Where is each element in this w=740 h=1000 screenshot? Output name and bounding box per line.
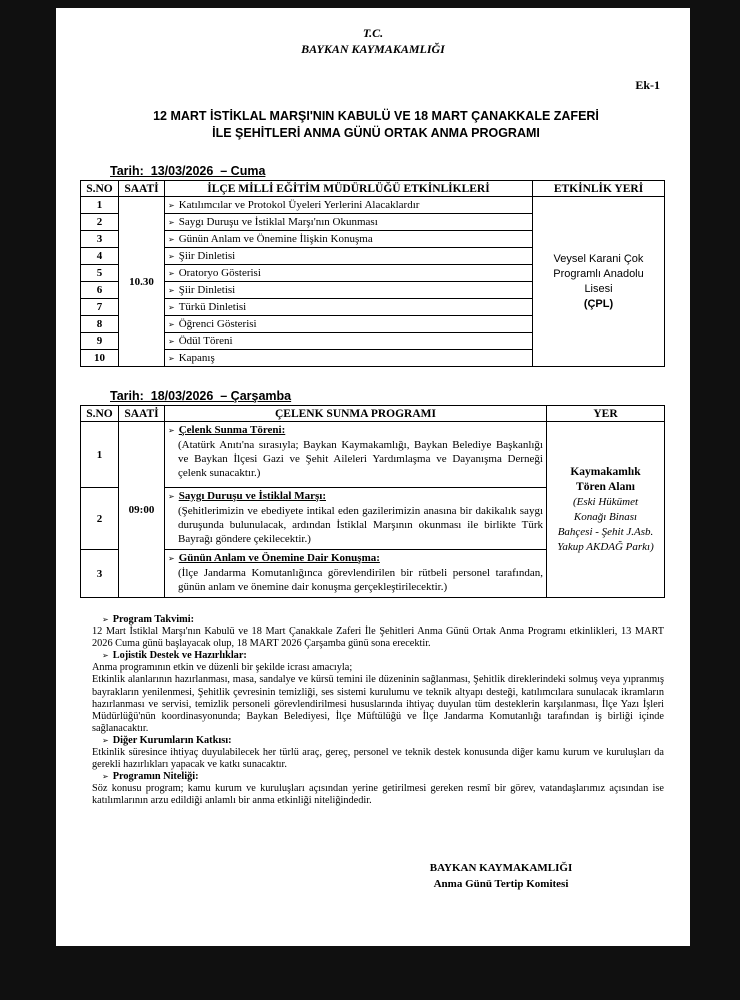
- signature-committee: Anma Günü Tertip Komitesi: [433, 878, 569, 890]
- section-heading: [92, 650, 664, 662]
- section-paragraph: Etkinlik alanlarının hazırlanması, masa, sandalye ve kürsü temini ile düzeninin sağlanması, Şehitlik direklerindeki solmuş veya yıpranmış bayrakların yenilenmesi, Şehitlik çevresinin temizliği, ses sistemi kurulumu ve teknik altyapı desteği, katılımcılara sunulacak ikramların hazırlanması ve servisi, temizlik personeli görevlendirilmesi hususlarında ihtiyaç duyulan tüm desteklerin karşılanması, İlçe Yazı İşleri Müdürlüğü'nün koordinasyonunda; Baykan Belediyesi, İlçe Müftülüğü ve İlçe Jandarma Komutanlığı tarafından iş birliği içinde sağlanacaktır.: [92, 674, 664, 734]
- arrow-bullet-icon: ➢: [168, 303, 175, 312]
- program-item-body: (İlçe Jandarma Komutanlığınca görevlendirilen bir rütbeli personel tarafından, günün anlam ve önemine dair konuşma gerçekleştirilecektir.): [178, 567, 543, 593]
- header-institution: BAYKAN KAYMAKAMLIĞI: [301, 42, 445, 56]
- section-paragraph: Anma programının etkin ve düzenli bir şekilde icrası amacıyla;: [92, 662, 353, 674]
- activity-cell: [165, 265, 533, 282]
- section-paragraph: Söz konusu program; kamu kurum ve kuruluşları açısından yerine getirilmesi gereken resmî bir görev, vatandaşlarımız açısından ise katılımlarının arzu edildiği anlamlı bir anma etkinliği niteliğindedir.: [92, 783, 664, 807]
- col-header-activities: İLÇE MİLLİ EĞİTİM MÜDÜRLÜĞÜ ETKİNLİKLERİ: [165, 181, 533, 197]
- section-paragraph: Etkinlik süresince ihtiyaç duyulabilecek her türlü araç, gereç, personel ve teknik destek konusunda diğer kamu kurum ve kuruluşları da gerekli hazırlıkları yapacak ve katkı sunacaktır.: [92, 747, 664, 771]
- arrow-bullet-icon: ➢: [102, 651, 109, 661]
- table-header-row: [81, 181, 665, 197]
- col-header-time: SAATİ: [119, 406, 165, 422]
- arrow-bullet-icon: ➢: [102, 615, 109, 624]
- section-heading-text: Lojistik Destek ve Hazırlıklar:: [112, 650, 247, 662]
- program-cell: [165, 488, 547, 550]
- row-number: 6: [81, 282, 119, 299]
- arrow-bullet-icon: ➢: [168, 354, 175, 363]
- section-heading-text: Program Takvimi:: [112, 614, 195, 625]
- table-header-row: [81, 406, 665, 422]
- row-number: 3: [81, 231, 119, 248]
- activity-text: Şiir Dinletisi: [178, 284, 236, 296]
- place-line: Yakup AKDAĞ Parkı): [557, 540, 654, 553]
- signature-institution: BAYKAN KAYMAKAMLIĞI: [429, 862, 573, 874]
- annex-label: Ek-1: [635, 78, 660, 92]
- day2-place: [547, 422, 665, 598]
- arrow-bullet-icon: ➢: [168, 269, 175, 278]
- arrow-bullet-icon: ➢: [168, 235, 175, 244]
- arrow-bullet-icon: ➢: [168, 320, 175, 329]
- row-number: 5: [81, 265, 119, 282]
- activity-cell: [165, 282, 533, 299]
- activity-cell: [165, 316, 533, 333]
- program-cell: [165, 422, 547, 488]
- arrow-bullet-icon: ➢: [168, 337, 175, 346]
- place-line: (ÇPL): [583, 297, 614, 310]
- row-number: 2: [81, 488, 119, 550]
- table-row: [81, 197, 665, 214]
- day1-place: [533, 197, 665, 367]
- place-line: Konağı Binası: [573, 510, 638, 523]
- row-number: 7: [81, 299, 119, 316]
- place-line: Veysel Karani Çok: [553, 252, 644, 265]
- col-header-sno: S.NO: [81, 406, 119, 422]
- row-number: 4: [81, 248, 119, 265]
- day2-time: 09:00: [119, 422, 165, 598]
- activity-text: Ödül Töreni: [178, 335, 233, 347]
- program-item-title: Saygı Duruşu ve İstiklal Marşı:: [178, 490, 326, 502]
- activity-cell: [165, 231, 533, 248]
- row-number: 9: [81, 333, 119, 350]
- place-line: (Eski Hükümet: [572, 495, 639, 508]
- program-cell: [165, 550, 547, 598]
- activity-cell: [165, 197, 533, 214]
- section-paragraph: 12 Mart İstiklal Marşı'nın Kabulü ve 18 Mart Çanakkale Zaferi İle Şehitleri Anma Günü Ortak Anma Programı etkinlikleri, 13 MART 2026 Cuma günü başlayacak olup, 18 MART 2026 Çarşamba günü sona erecektir.: [92, 626, 664, 650]
- day2-date: Tarih: 18/03/2026 – Çarşamba: [110, 389, 292, 403]
- arrow-bullet-icon: ➢: [168, 252, 175, 261]
- activity-text: Öğrenci Gösterisi: [178, 318, 257, 330]
- activity-text: Günün Anlam ve Önemine İlişkin Konuşma: [178, 233, 373, 245]
- document-title-line2: İLE ŞEHİTLERİ ANMA GÜNÜ ORTAK ANMA PROGRAMI: [212, 126, 540, 140]
- activity-cell: [165, 350, 533, 367]
- row-number: 1: [81, 197, 119, 214]
- place-line: Tören Alanı: [576, 480, 635, 493]
- col-header-program: ÇELENK SUNMA PROGRAMI: [165, 406, 547, 422]
- arrow-bullet-icon: ➢: [168, 492, 175, 501]
- row-number: 3: [81, 550, 119, 598]
- place-line: Programlı Anadolu: [553, 267, 644, 280]
- arrow-bullet-icon: ➢: [168, 201, 175, 210]
- activity-text: Katılımcılar ve Protokol Üyeleri Yerlerini Alacaklardır: [178, 199, 420, 211]
- activity-cell: [165, 299, 533, 316]
- activity-text: Oratoryo Gösterisi: [178, 267, 261, 279]
- row-number: 8: [81, 316, 119, 333]
- section-heading: [92, 614, 664, 626]
- day2-program-table: [80, 405, 665, 598]
- program-item-title: Günün Anlam ve Önemine Dair Konuşma:: [178, 552, 380, 564]
- place-line: Lisesi: [584, 282, 613, 295]
- col-header-place: YER: [547, 406, 665, 422]
- row-number: 1: [81, 422, 119, 488]
- activity-text: Kapanış: [178, 352, 215, 364]
- activity-cell: [165, 248, 533, 265]
- program-item-title: Çelenk Sunma Töreni:: [178, 424, 286, 436]
- activity-cell: [165, 214, 533, 231]
- row-number: 10: [81, 350, 119, 367]
- col-header-sno: S.NO: [81, 181, 119, 197]
- program-item-body: (Şehitlerimizin ve ebediyete intikal eden gazilerimizin anasına bir dakikalık saygı duruşunda bulunulacak, ardından İstiklal Marşının okunması ile birlikte Türk Bayrağı göndere çekilecektir.): [178, 505, 543, 545]
- arrow-bullet-icon: ➢: [168, 218, 175, 227]
- arrow-bullet-icon: ➢: [168, 286, 175, 295]
- activity-text: Şiir Dinletisi: [178, 250, 236, 262]
- section-heading-text: Diğer Kurumların Katkısı:: [112, 734, 232, 746]
- activity-text: Türkü Dinletisi: [178, 301, 247, 313]
- section-heading-text: Programın Niteliği:: [112, 771, 199, 783]
- table-row: [81, 422, 665, 488]
- activity-cell: [165, 333, 533, 350]
- program-item-body: (Atatürk Anıtı'na sırasıyla; Baykan Kaymakamlığı, Baykan Belediye Başkanlığı ve Baykan İlçesi Gazi ve Şehit Aileleri Yardımlaşma ve Dayanışma Derneği çelenk sunacaktır.): [178, 439, 543, 479]
- col-header-time: SAATİ: [119, 181, 165, 197]
- place-line: Kaymakamlık: [570, 465, 641, 478]
- arrow-bullet-icon: ➢: [102, 772, 109, 782]
- arrow-bullet-icon: ➢: [168, 554, 175, 563]
- arrow-bullet-icon: ➢: [168, 426, 175, 435]
- day1-program-table: [80, 180, 665, 367]
- col-header-place: ETKİNLİK YERİ: [533, 181, 665, 197]
- day1-time: 10.30: [119, 197, 165, 367]
- activity-text: Saygı Duruşu ve İstiklal Marşı'nın Okunması: [178, 216, 378, 228]
- section-heading: [92, 771, 664, 783]
- document-page: [56, 8, 690, 946]
- row-number: 2: [81, 214, 119, 231]
- header-tc: T.C.: [362, 26, 384, 40]
- document-title-line1: 12 MART İSTİKLAL MARŞI'NIN KABULÜ VE 18 MART ÇANAKKALE ZAFERİ: [153, 109, 599, 123]
- place-line: Bahçesi - Şehit J.Asb.: [557, 525, 654, 538]
- info-section: [92, 614, 664, 808]
- day1-date: Tarih: 13/03/2026 – Cuma: [110, 164, 266, 178]
- section-heading: [92, 735, 664, 747]
- arrow-bullet-icon: ➢: [102, 735, 109, 745]
